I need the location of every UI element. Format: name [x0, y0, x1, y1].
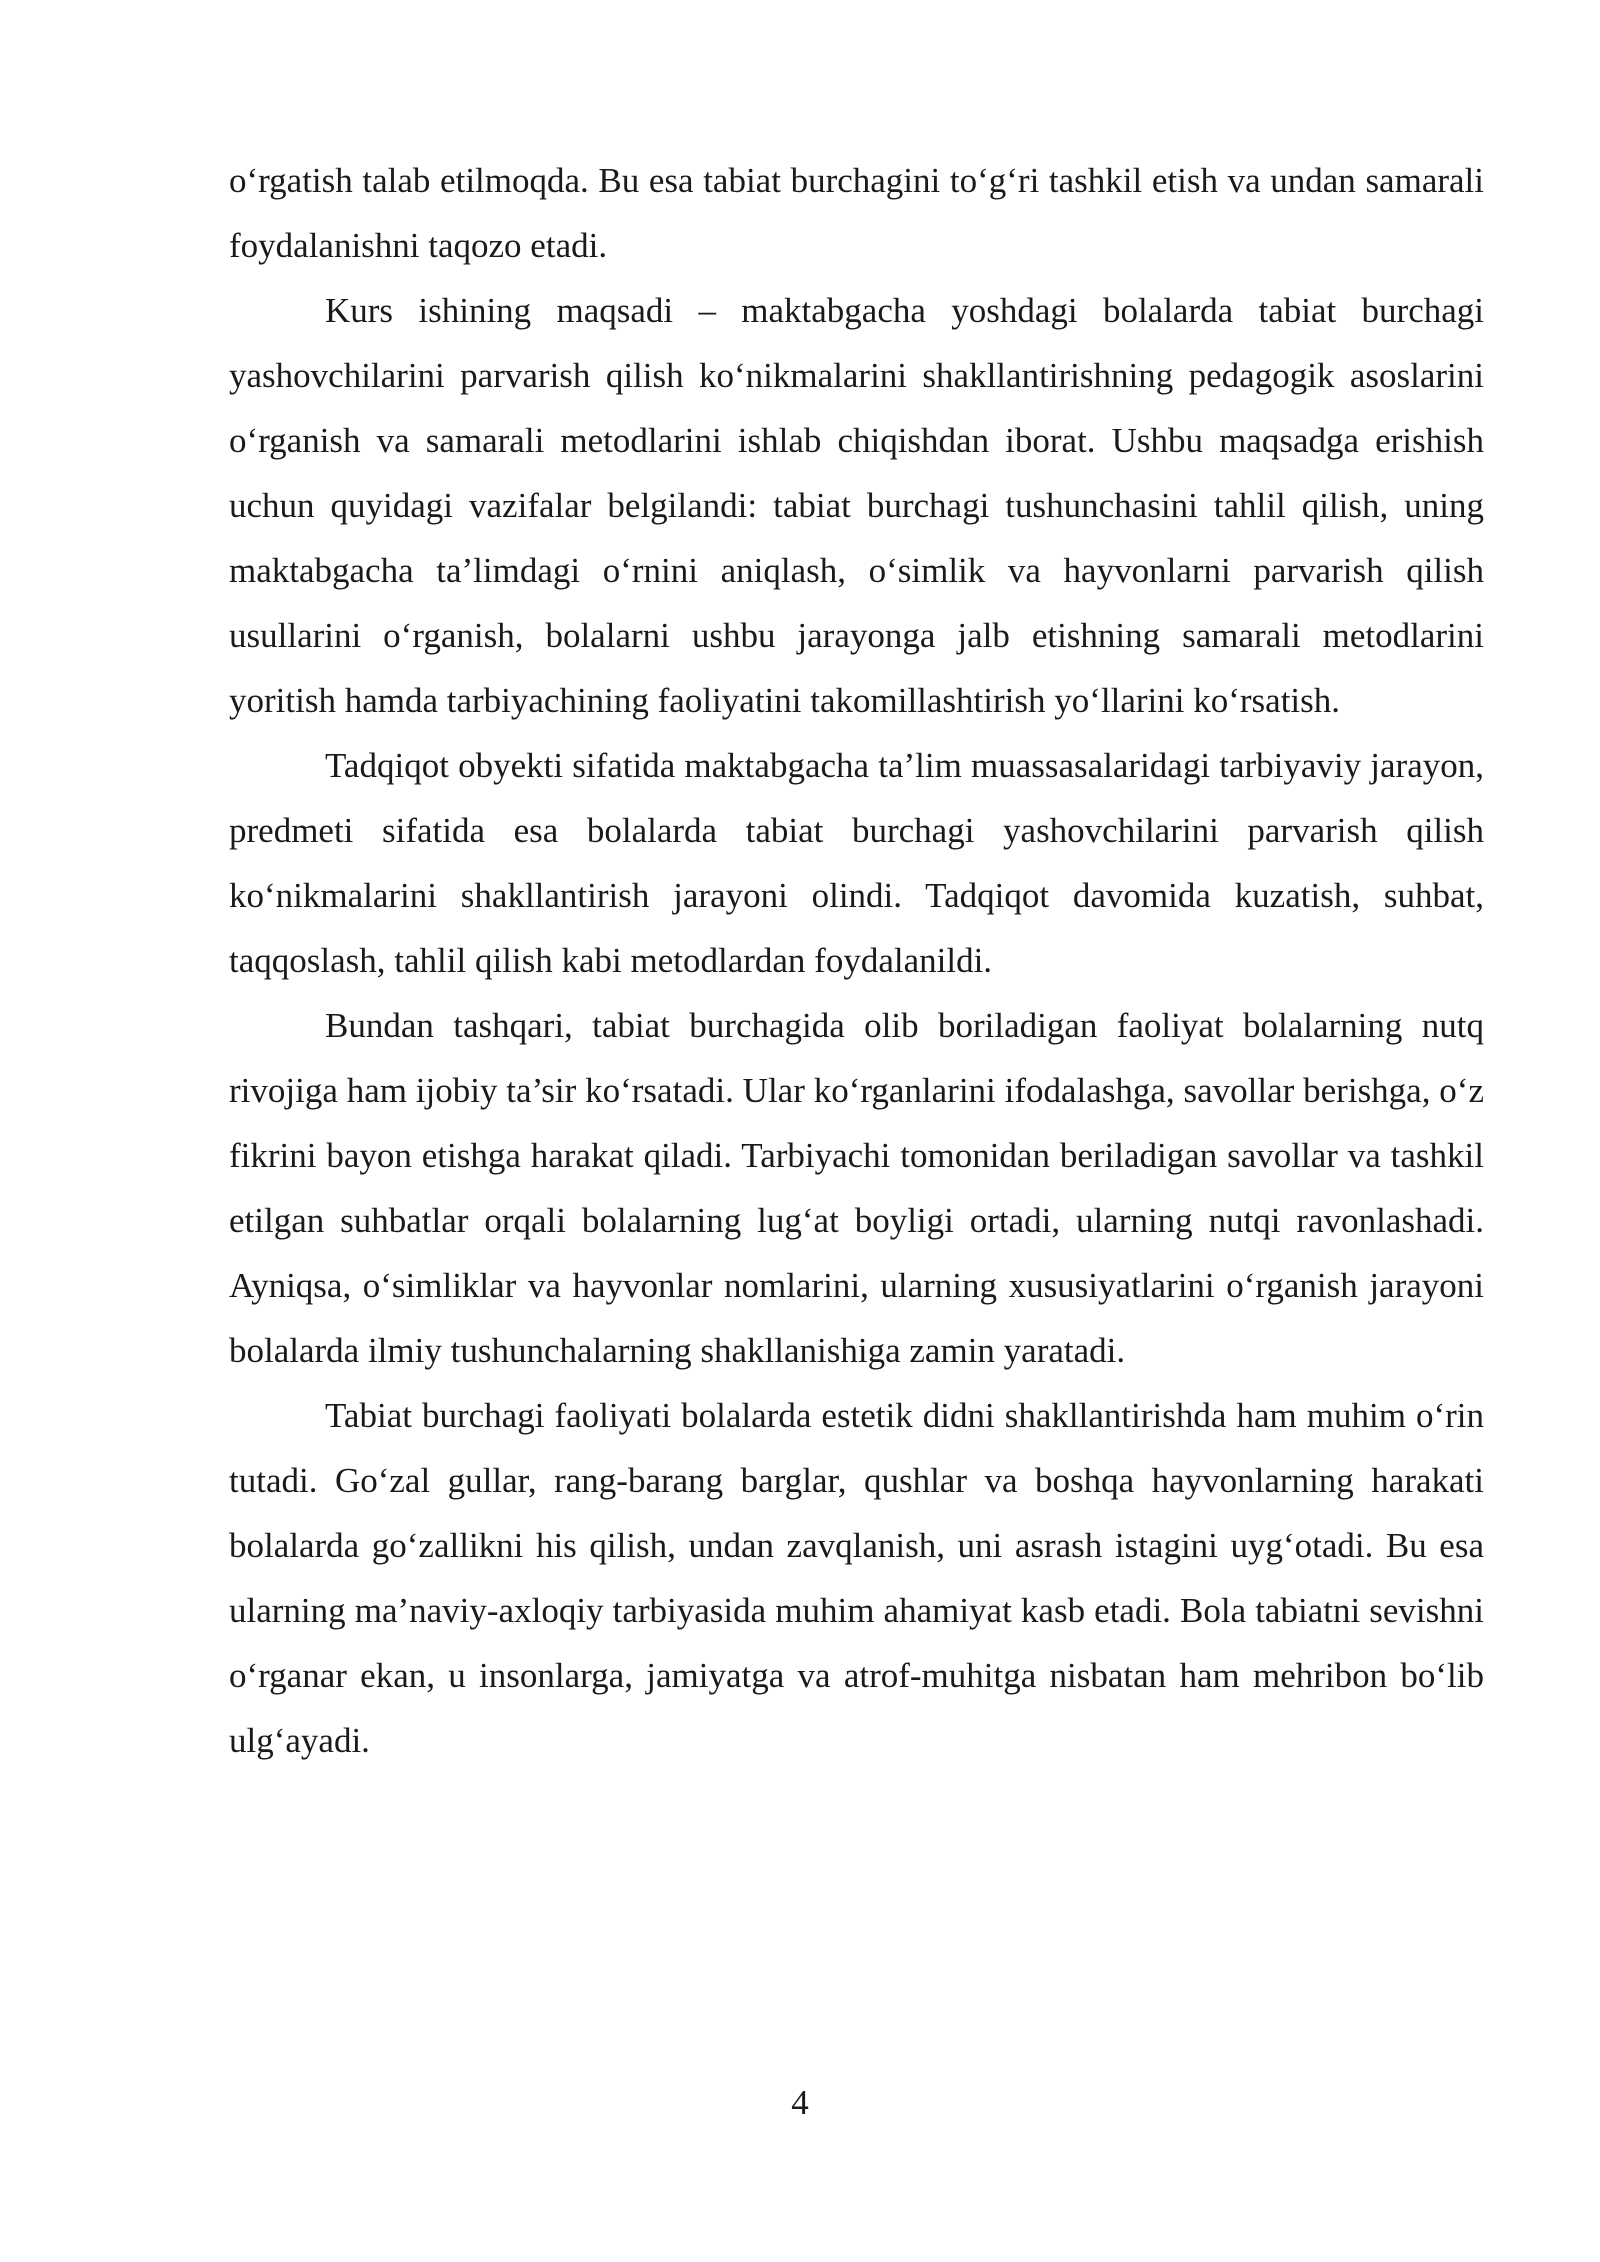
paragraph-research-object: Tadqiqot obyekti sifatida maktabgacha ta’lim muassasalaridagi tarbiyaviy jarayon, predmeti sifatida esa bolalarda tabiat burchagi yashovchilarini parvarish qilish ko‘nikmalarini shakllantirish jarayoni olindi. Tadqiqot davomida kuzatish, suhbat, taqqoslash, tahlil qilish kabi metodlardan foydalanildi. — [229, 746, 1484, 980]
paragraph-aesthetic-education: Tabiat burchagi faoliyati bolalarda estetik didni shakllantirishda ham muhim o‘rin tutadi. Go‘zal gullar, rang-barang barglar, qushlar va boshqa hayvonlarning harakati bolalarda go‘zallikni his qilish, undan zavqlanish, uni asrash istagini uyg‘otadi. Bu esa ularning ma’naviy-axloqiy tarbiyasida muhim ahamiyat kasb etadi. Bola tabiatni sevishni o‘rganar ekan, u insonlarga, jamiyatga va atrof-muhitga nisbatan ham mehribon bo‘lib ulg‘ayadi. — [229, 1396, 1484, 1760]
body-text — [229, 148, 1484, 1773]
paragraph-course-goal: Kurs ishining maqsadi – maktabgacha yoshdagi bolalarda tabiat burchagi yashovchilarini parvarish qilish ko‘nikmalarini shakllantirishning pedagogik asoslarini o‘rganish va samarali metodlarini ishlab chiqishdan iborat. Ushbu maqsadga erishish uchun quyidagi vazifalar belgilandi: tabiat burchagi tushunchasini tahlil qilish, uning maktabgacha ta’limdagi o‘rnini aniqlash, o‘simlik va hayvonlarni parvarish qilish usullarini o‘rganish, bolalarni ushbu jarayonga jalb etishning samarali metodlarini yoritish hamda tarbiyachining faoliyatini takomillashtirish yo‘llarini ko‘rsatish. — [229, 291, 1484, 720]
paragraph-speech-development: Bundan tashqari, tabiat burchagida olib boriladigan faoliyat bolalarning nutq rivojiga ham ijobiy ta’sir ko‘rsatadi. Ular ko‘rganlarini ifodalashga, savollar berishga, o‘z fikrini bayon etishga harakat qiladi. Tarbiyachi tomonidan beriladigan savollar va tashkil etilgan suhbatlar orqali bolalarning lug‘at boyligi ortadi, ularning nutqi ravonlashadi. Ayniqsa, o‘simliklar va hayvonlar nomlarini, ularning xususiyatlarini o‘rganish jarayoni bolalarda ilmiy tushunchalarning shakllanishiga zamin yaratadi. — [229, 1006, 1484, 1370]
paragraph-continuation: o‘rgatish talab etilmoqda. Bu esa tabiat burchagini to‘g‘ri tashkil etish va undan samarali foydalanishni taqozo etadi. — [229, 161, 1484, 265]
page-number: 4 — [791, 2083, 809, 2122]
